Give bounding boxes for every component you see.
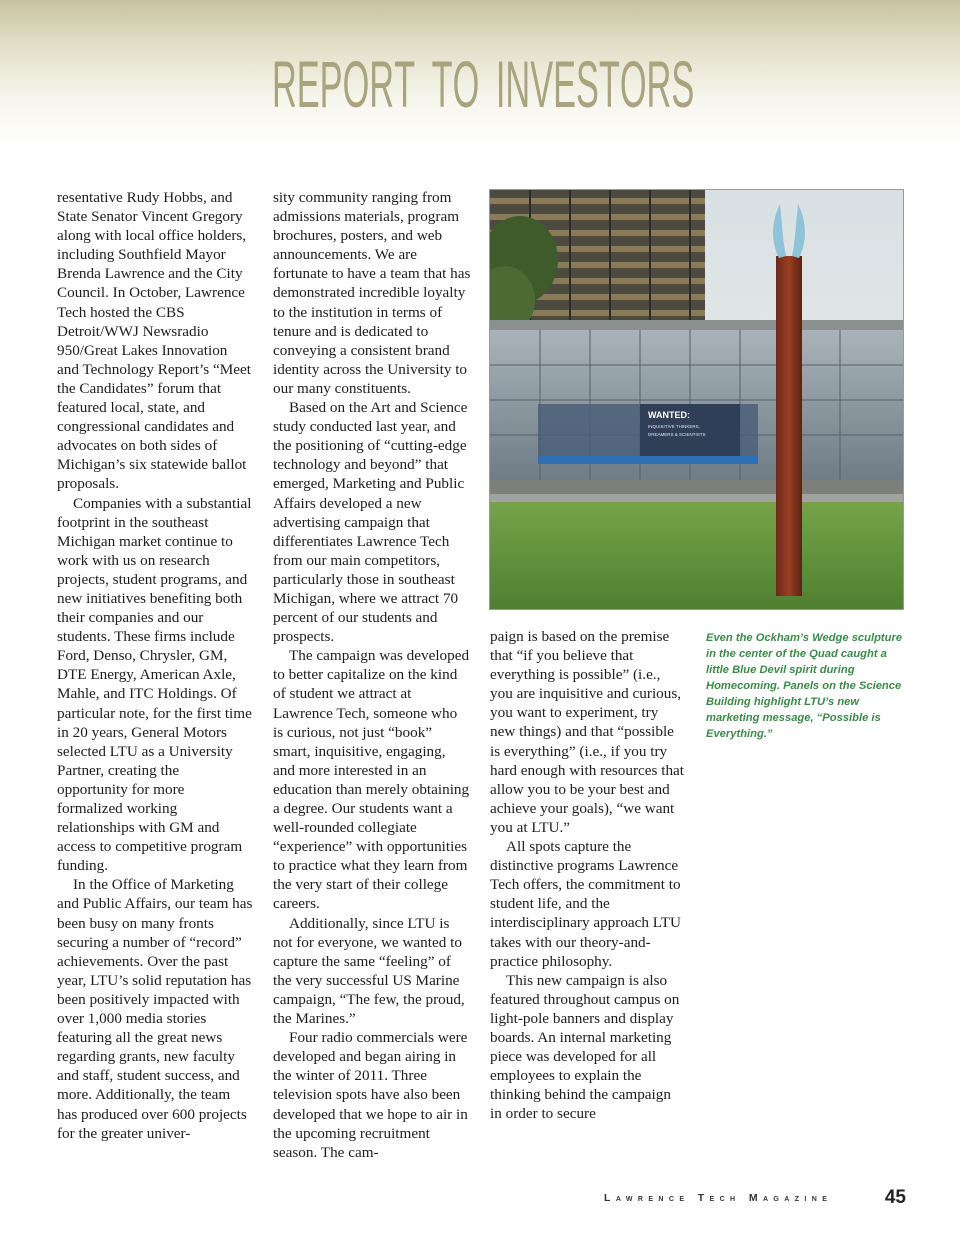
title-letter: N bbox=[505, 47, 531, 121]
paragraph: The campaign was developed to better capitalize on the kind of student we attract at Lawrence Tech, someone who is curious, not just “book” smart, inquisitive, engaging, and more interested in an education than merely obtaining a degree. Our students want a well-rounded collegiate “experience” with opportunities to practice what they learn from the very start of their college careers. bbox=[273, 647, 470, 913]
title-letter: R bbox=[369, 47, 395, 121]
title-letter: O bbox=[619, 47, 647, 121]
photo-caption: Even the Ockham’s Wedge sculpture in the center of the Quad caught a little Blue Devil spirit during Homecoming. Panels on the Science Building highlight LTU’s new marketing message, “Possible is Everything.” bbox=[706, 632, 903, 740]
section-title bbox=[230, 48, 729, 120]
paragraph: resentative Rudy Hobbs, and State Senator Vincent Gregory along with local office holders, including Southfield Mayor Brenda Lawrence and the City Council. In October, Lawrence Tech hosted the CBS Detroit/WWJ Newsradio 950/Great Lakes Innovation and Technology Report’s “Meet the Candidates” forum that featured local, state, and congressional candidates and advocates on both sides of Michigan’s six statewide ballot proposals. bbox=[57, 189, 251, 493]
title-letter: V bbox=[530, 47, 554, 121]
title-letter: E bbox=[296, 47, 320, 121]
paragraph: Additionally, since LTU is not for everyone, we wanted to capture the same “feeling” of the very successful US Marine campaign, “The few, the proud, the Marines.” bbox=[273, 914, 465, 1028]
article-column-1 bbox=[57, 188, 253, 1143]
title-letter: P bbox=[319, 47, 343, 121]
article-column-3 bbox=[490, 627, 686, 1123]
title-letter: R bbox=[272, 47, 297, 121]
title-letter: T bbox=[431, 47, 453, 121]
paragraph: Four radio commercials were developed and began airing in the winter of 2011. Three television spots have also been developed that we hope to air in the upcoming recruitment season. The cam- bbox=[273, 1029, 468, 1161]
title-letter: E bbox=[553, 47, 576, 121]
banner-line: INQUISITIVE THINKERS, bbox=[648, 424, 700, 429]
title-letter: S bbox=[575, 47, 599, 121]
paragraph: All spots capture the distinctive programs Lawrence Tech offers, the commitment to student life, and the interdisciplinary approach LTU takes with our theory-and-practice philosophy. bbox=[490, 838, 681, 970]
sculpture bbox=[776, 256, 802, 596]
paragraph: sity community ranging from admissions materials, program brochures, posters, and web announcements. We are fortunate to have a team that has demonstrated incredible loyalty to the institution in terms of tenure and is dedicated to conveying a consistent brand identity across the University to our many constituents. bbox=[273, 189, 471, 397]
title-letter: S bbox=[671, 47, 695, 121]
magazine-name: Lawrence Tech Magazine bbox=[604, 1192, 833, 1204]
page-number: 45 bbox=[884, 1187, 906, 1208]
campus-photo bbox=[489, 189, 904, 610]
paragraph: Companies with a substantial footprint in the southeast Michigan market continue to work with us on research projects, student programs, and new initiatives benefiting both their companies and our students. These firms include Ford, Denso, Chrysler, GM, DTE Energy, American Axle, Mahle, and ITC Holdings. Of particular note, for the first time in 20 years, General Motors selected LTU as a University Partner, creating the opportunity for more formalized working relationships with GM and access to competitive program funding. bbox=[57, 494, 252, 875]
title-letter: O bbox=[342, 47, 370, 121]
banner-heading: WANTED: bbox=[648, 410, 690, 420]
paragraph: Based on the Art and Science study conducted last year, and the positioning of “cutting-edge technology and beyond” that emerged, Marketing and Public Affairs developed a new advertising campaign that differentiates Lawrence Tech from our main competitors, particularly those in southeast Michigan, where we attract 70 percent of our students and prospects. bbox=[273, 399, 468, 646]
article-column-2 bbox=[273, 188, 471, 1162]
paragraph: paign is based on the premise that “if you believe that everything is possible” (i.e., you are inquisitive and curious, you want to experiment, try new things) and that “possible is everything” (i.e., if you try hard enough with resources that allow you to be your best and achieve your goals), “we want you at LTU.” bbox=[490, 628, 685, 836]
banner-line: DREAMERS & SCIENTISTS bbox=[648, 432, 706, 437]
title-letter: I bbox=[495, 47, 506, 121]
title-letter: O bbox=[452, 47, 480, 121]
paragraph: In the Office of Marketing and Public Affairs, our team has been busy on many fronts securing a number of “record” achievements. Over the past year, LTU’s solid reputation has been positively impacted with over 1,000 media stories featuring all the great news regarding grants, new faculty and staff, student success, and more. Additionally, the team has produced over 600 projects for the greater univer- bbox=[57, 876, 253, 1142]
paragraph: This new campaign is also featured throughout campus on light-pole banners and display boards. An internal marketing piece was developed for all employees to explain the thinking behind the campaign in order to secure bbox=[490, 971, 680, 1123]
title-letter: T bbox=[598, 47, 620, 121]
page-footer bbox=[604, 1186, 906, 1210]
title-letter: T bbox=[394, 47, 416, 121]
title-letter: R bbox=[646, 47, 672, 121]
